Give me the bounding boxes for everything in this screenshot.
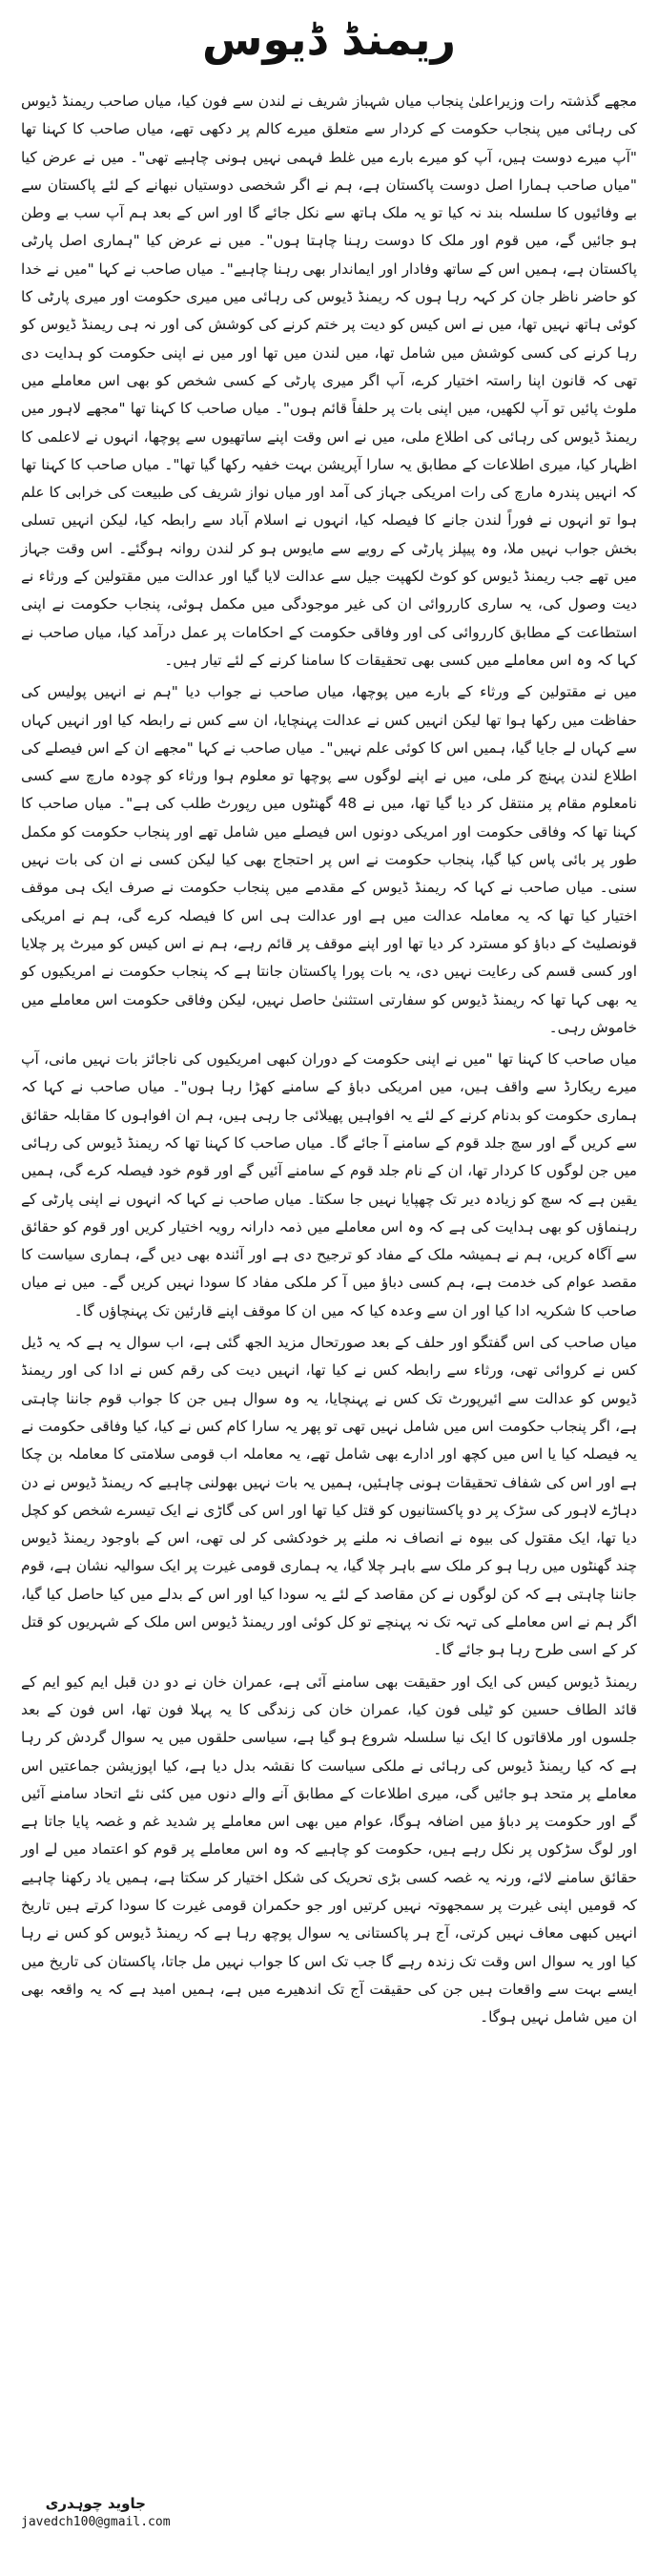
paragraph: مجھے گذشتہ رات وزیراعلیٰ پنجاب میاں شہباز شریف نے لندن سے فون کیا، میاں صاحب ریمنڈ ڈیوس کی رہائی میں پنجاب حکومت کے کردار سے متعلق میرے کالم پر دکھی تھے، میاں صاحب کا کہنا تھا "آپ میرے دوست ہیں، آپ کو میرے بارے میں غلط فہمی نہیں ہونی چاہیے تھی"۔ میں نے عرض کیا "میاں صاحب ہمارا اصل دوست پاکستان ہے، ہم نے اگر شخصی دوستیاں نبھانے کے لئے پاکستان سے بے وفائیوں کا سلسلہ بند نہ کیا تو یہ ملک ہاتھ سے نکل جائے گا اور اس کے بعد ہم آپ سب بے وطن ہو جائیں گے، میں قوم اور ملک کا دوست رہنا چاہتا ہوں"۔ میں نے عرض کیا "ہماری اصل پارٹی پاکستان ہے، ہمیں اس کے ساتھ وفادار اور ایماندار بھی رہنا چاہیے"۔ میاں صاحب نے کہا "میں نے خدا کو حاضر ناظر جان کر کہہ رہا ہوں کہ ریمنڈ ڈیوس کی رہائی میں میری حکومت اور میری پارٹی کا کوئی ہاتھ نہیں تھا، میں نے اس کیس کو دیت پر ختم کرنے کی کوشش کی اور نہ ہی ریمنڈ ڈیوس کو رہا کرنے کی کسی کوشش میں شامل تھا، میں لندن میں تھا اور میں نے اپنی حکومت کو ہدایت دی تھی کہ قانون اپنا راستہ اختیار کرے، آپ اگر میری پارٹی کے کسی شخص کو بھی اس معاملے میں ملوث پائیں تو آپ لکھیں، میں اپنی بات پر حلفاً قائم ہوں"۔ میاں صاحب کا کہنا تھا "مجھے لاہور میں ریمنڈ ڈیوس کی رہائی کی اطلاع ملی، میں نے اس وقت اپنے ساتھیوں سے پوچھا، انہوں نے لاعلمی کا اظہار کیا، میری اطلاعات کے مطابق یہ سارا آپریشن بہت خفیہ رکھا گیا تھا"۔ میاں صاحب کا کہنا تھا کہ انہیں پندرہ مارچ کی رات امریکی جہاز کی آمد اور میاں نواز شریف کی طبیعت کی خرابی کا علم ہوا تو انہوں نے فوراً لندن جانے کا فیصلہ کیا، انہوں نے اسلام آباد سے رابطہ کیا، لیکن انہیں تسلی بخش جواب نہیں ملا، وہ پیپلز پارٹی کے رویے سے مایوس ہو کر لندن روانہ ہوگئے۔ اس وقت جہاز میں تھے جب ریمنڈ ڈیوس کو کوٹ لکھپت جیل سے عدالت لایا گیا اور عدالت میں مقتولین کے ورثاء نے دیت وصول کی، یہ ساری کارروائی ان کی غیر موجودگی میں مکمل ہوئی، پنجاب حکومت نے اپنی استطاعت کے مطابق کارروائی کی اور وفاقی حکومت کے احکامات پر عمل درآمد کیا، میاں صاحب نے کہا کہ وہ اس معاملے میں کسی بھی تحقیقات کا سامنا کرنے کے لئے تیار ہیں۔ — [21, 93, 637, 669]
column-body — [21, 88, 637, 2031]
column-headline: ریمنڈ ڈیوس — [201, 13, 457, 65]
byline — [21, 2494, 171, 2532]
author-name: جاوید چوہدری — [45, 2495, 146, 2512]
paragraph: میاں صاحب کا کہنا تھا "میں نے اپنی حکومت کے دوران کبھی امریکیوں کی ناجائز بات نہیں مانی، آپ میرے ریکارڈ سے واقف ہیں، میں امریکی دباؤ کے سامنے کھڑا رہا ہوں"۔ میاں صاحب نے کہا کہ ہماری حکومت کو بدنام کرنے کے لئے یہ افواہیں پھیلائی جا رہی ہیں، ہم ان افواہوں کا مقابلہ حقائق سے کریں گے اور سچ جلد قوم کے سامنے آ جائے گا۔ میاں صاحب کا کہنا تھا کہ ریمنڈ ڈیوس کی رہائی میں جن لوگوں کا کردار تھا، ان کے نام جلد قوم کے سامنے آئیں گے اور قوم خود فیصلہ کرے گی، ہمیں یقین ہے کہ سچ کو زیادہ دیر تک چھپایا نہیں جا سکتا۔ میاں صاحب نے کہا کہ انہوں نے اپنی پارٹی کے رہنماؤں کو بھی ہدایت کی ہے کہ وہ اس معاملے میں ذمہ دارانہ رویہ اختیار کریں اور قوم کو حقائق سے آگاہ کریں، ہم نے ہمیشہ ملک کے مفاد کو ترجیح دی ہے اور آئندہ بھی دیں گے، ہماری سیاست کا مقصد عوام کی خدمت ہے، ہم کسی دباؤ میں آ کر ملکی مفاد کا سودا نہیں کریں گے۔ میں نے میاں صاحب کا شکریہ ادا کیا اور ان سے وعدہ کیا کہ میں ان کا موقف اپنے قارئین تک پہنچاؤں گا۔ — [21, 1050, 637, 1319]
paragraph: میں نے مقتولین کے ورثاء کے بارے میں پوچھا، میاں صاحب نے جواب دیا "ہم نے انہیں پولیس کی حفاظت میں رکھا ہوا تھا لیکن انہیں کس نے عدالت پہنچایا، ان سے کس نے رابطہ کیا اور انہیں کہاں سے کہاں لے جایا گیا، ہمیں اس کا کوئی علم نہیں"۔ میاں صاحب نے کہا "مجھے ان کے اس فیصلے کی اطلاع لندن پہنچ کر ملی، میں نے اپنے لوگوں سے پوچھا تو معلوم ہوا ورثاء کو چودہ مارچ سے کسی نامعلوم مقام پر منتقل کر دیا گیا تھا، میں نے 48 گھنٹوں میں رپورٹ طلب کی ہے"۔ میاں صاحب کا کہنا تھا کہ وفاقی حکومت اور امریکی دونوں اس فیصلے میں شامل تھے اور پنجاب حکومت کو مکمل طور پر بائی پاس کیا گیا، پنجاب حکومت نے اس پر احتجاج بھی کیا لیکن کسی نے ان کی بات نہیں سنی۔ میاں صاحب نے کہا کہ ریمنڈ ڈیوس کے مقدمے میں پنجاب حکومت نے صرف ایک ہی موقف اختیار کیا تھا کہ یہ معاملہ عدالت میں ہے اور عدالت ہی اس کا فیصلہ کرے گی، ہم نے امریکی قونصلیٹ کے دباؤ کو مسترد کر دیا تھا اور اپنے موقف پر قائم رہے، ہم نے اس کیس کو میرٹ پر چلایا اور کسی قسم کی رعایت نہیں دی، یہ بات پورا پاکستان جانتا ہے کہ پنجاب حکومت نے امریکیوں کو یہ بھی کہا تھا کہ ریمنڈ ڈیوس کو سفارتی استثنیٰ حاصل نہیں، لیکن وفاقی حکومت اس معاملے میں خاموش رہی۔ — [21, 683, 637, 1036]
paragraph: میاں صاحب کی اس گفتگو اور حلف کے بعد صورتحال مزید الجھ گئی ہے، اب سوال یہ ہے کہ یہ ڈیل کس نے کروائی تھی، ورثاء سے رابطہ کس نے کیا تھا، انہیں دیت کی رقم کس نے ادا کی اور ریمنڈ ڈیوس کو عدالت سے ائیرپورٹ تک کس نے پہنچایا، یہ وہ سوال ہیں جن کا جواب قوم جاننا چاہتی ہے، اگر پنجاب حکومت اس میں شامل نہیں تھی تو پھر یہ سارا کام کس نے کیا، کیا وفاقی حکومت نے یہ فیصلہ کیا یا اس میں کچھ اور ادارے بھی شامل تھے، یہ معاملہ اب قومی سلامتی کا معاملہ بن چکا ہے اور اس کی شفاف تحقیقات ہونی چاہئیں، ہمیں یہ بات نہیں بھولنی چاہیے کہ ریمنڈ ڈیوس نے دن دہاڑے لاہور کی سڑک پر دو پاکستانیوں کو قتل کیا تھا اور اس کی گاڑی نے ایک تیسرے شخص کو کچل دیا تھا، ایک مقتول کی بیوہ نے انصاف نہ ملنے پر خودکشی کر لی تھی، اس کے باوجود ریمنڈ ڈیوس چند گھنٹوں میں رہا ہو کر ملک سے باہر چلا گیا، یہ ہماری قومی غیرت پر ایک سوالیہ نشان ہے، قوم جاننا چاہتی ہے کہ کن لوگوں نے کن مقاصد کے لئے یہ سودا کیا اور اس کے بدلے میں کیا حاصل کیا گیا، اگر ہم نے اس معاملے کی تہہ تک نہ پہنچے تو کل کوئی اور ریمنڈ ڈیوس اس ملک کے شہریوں کو قتل کر کے اسی طرح رہا ہو جائے گا۔ — [21, 1334, 637, 1659]
author-email: javedch100@gmail.com — [21, 2515, 171, 2529]
paragraph: ریمنڈ ڈیوس کیس کی ایک اور حقیقت بھی سامنے آئی ہے، عمران خان نے دو دن قبل ایم کیو ایم کے قائد الطاف حسین کو ٹیلی فون کیا، عمران خان کی زندگی کا یہ پہلا فون تھا، اس فون کے بعد جلسوں اور ملاقاتوں کا ایک نیا سلسلہ شروع ہو گیا ہے، سیاسی حلقوں میں یہ سوال گردش کر رہا ہے کہ کیا ریمنڈ ڈیوس کی رہائی نے ملکی سیاست کا نقشہ بدل دیا ہے، کیا اپوزیشن جماعتیں اس معاملے پر متحد ہو جائیں گی، میری اطلاعات کے مطابق آنے والے دنوں میں کئی نئے اتحاد سامنے آئیں گے اور حکومت پر دباؤ میں اضافہ ہوگا، عوام میں بھی اس معاملے پر شدید غم و غصہ پایا جاتا ہے اور لوگ سڑکوں پر نکل رہے ہیں، حکومت کو چاہیے کہ وہ اس معاملے پر قوم کو اعتماد میں لے اور حقائق سامنے لائے، ورنہ یہ غصہ کسی بڑی تحریک کی شکل اختیار کر سکتا ہے، ہمیں یاد رکھنا چاہیے کہ قومیں اپنی غیرت پر سمجھوتہ نہیں کرتیں اور جو حکمران قومی غیرت کا سودا کرتے ہیں تاریخ انہیں کبھی معاف نہیں کرتی، آج ہر پاکستانی یہ سوال پوچھ رہا ہے کہ ریمنڈ ڈیوس کو کس نے رہا کیا اور یہ سوال اس وقت تک زندہ رہے گا جب تک اس کا جواب نہیں مل جاتا، پاکستان کی تاریخ میں ایسے بہت سے واقعات ہیں جن کی حقیقت آج تک اندھیرے میں ہے، ہمیں امید ہے کہ یہ واقعہ بھی ان میں شامل نہیں ہوگا۔ — [21, 1672, 637, 2026]
